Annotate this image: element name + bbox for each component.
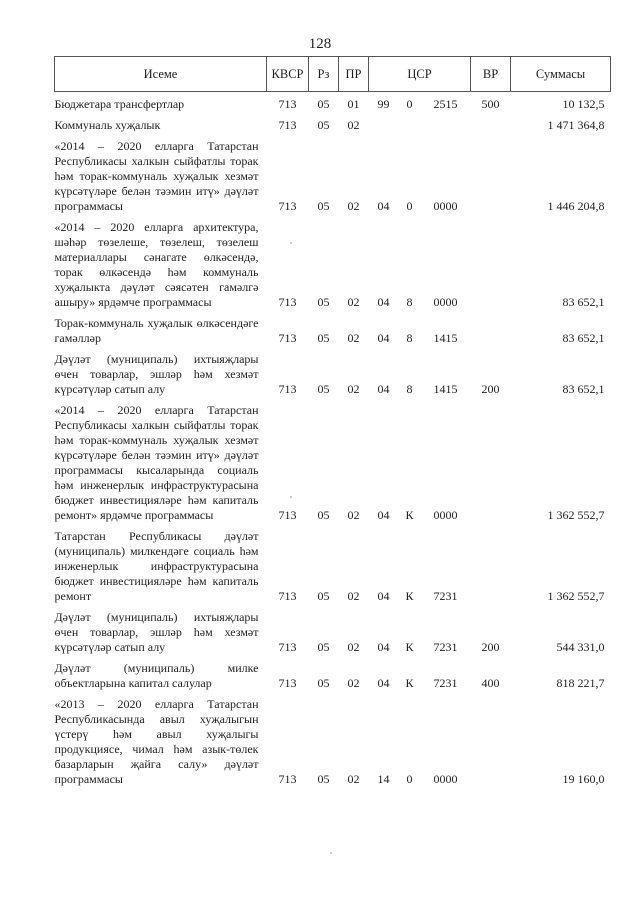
row-csr-program: 99: [377, 97, 390, 111]
header-pr: ПР: [339, 57, 369, 92]
row-pr: 02: [347, 508, 360, 522]
row-rz: 05: [317, 676, 330, 690]
row-vr: 400: [481, 676, 500, 690]
row-vr: [471, 134, 511, 215]
scan-speck: [290, 496, 292, 498]
row-pr: 02: [347, 331, 360, 345]
row-csr-subprogram: 8: [406, 295, 413, 309]
row-sum: 19 160,0: [562, 772, 605, 786]
row-vr: 200: [481, 382, 500, 396]
row-kvsr: 713: [278, 295, 297, 309]
row-kvsr: 713: [278, 676, 297, 690]
row-csr-subprogram: 0: [406, 772, 413, 786]
row-name: Коммуналь хуҗалык: [54, 118, 161, 132]
row-sum: 1 471 364,8: [547, 118, 605, 132]
row-sum: 818 221,7: [556, 676, 605, 690]
row-csr-subprogram: 8: [406, 382, 413, 396]
row-pr: 01: [347, 97, 360, 111]
row-csr-direction: 0000: [433, 772, 458, 786]
scan-speck: [330, 852, 332, 854]
scan-speck: [290, 242, 292, 244]
header-vr: ВР: [471, 57, 511, 92]
row-csr-program: 04: [377, 640, 390, 654]
header-rz: Рз: [309, 57, 339, 92]
budget-table: [54, 56, 611, 788]
row-name: «2014 – 2020 елларга Татарстан Республикасы халкын сыйфатлы торак һәм торак-коммуналь хуҗалык хезмәт күрсәтүләре белән тәэмин итү» дәүләт программасы кысаларында социаль һәм инженерлык инфраструктурасына бюджет инвестицияләре һәм капиталь ремонт» ярдәмче программасы: [54, 403, 259, 522]
row-csr-subprogram: [399, 113, 421, 134]
row-csr-direction: 0000: [433, 199, 458, 213]
page-number: 128: [308, 36, 332, 52]
row-vr: [471, 398, 511, 524]
row-rz: 05: [317, 382, 330, 396]
row-name: Бюджетара трансфертлар: [54, 97, 185, 111]
row-name: «2014 – 2020 елларга Татарстан Республикасы халкын сыйфатлы торак һәм торак-коммуналь хуҗалык хезмәт күрсәтүләре белән тәэмин итү» дәүләт программасы: [54, 139, 259, 213]
row-csr-direction: 2515: [433, 97, 458, 111]
row-csr-program: 04: [377, 199, 390, 213]
header-kvsr: КВСР: [267, 57, 309, 92]
table-row: [55, 134, 611, 215]
table-row: [55, 398, 611, 524]
row-vr: [471, 311, 511, 347]
row-sum: 83 652,1: [562, 331, 605, 345]
row-name: Дәүләт (муниципаль) милке объектларына капитал салулар: [54, 661, 259, 690]
row-kvsr: 713: [278, 382, 297, 396]
row-csr-direction: [421, 113, 471, 134]
table-row: [55, 113, 611, 134]
row-csr-direction: 1415: [433, 331, 458, 345]
row-vr: 500: [481, 97, 500, 111]
row-rz: 05: [317, 118, 330, 132]
row-csr-direction: 7231: [433, 589, 458, 603]
table-row: [55, 347, 611, 398]
table-row: [55, 524, 611, 605]
row-sum: 1 362 552,7: [547, 589, 605, 603]
row-sum: 83 652,1: [562, 295, 605, 309]
table-row: [55, 311, 611, 347]
row-csr-program: 14: [377, 772, 390, 786]
row-rz: 05: [317, 640, 330, 654]
row-vr: [471, 524, 511, 605]
row-kvsr: 713: [278, 589, 297, 603]
row-rz: 05: [317, 295, 330, 309]
row-pr: 02: [347, 589, 360, 603]
row-sum: 10 132,5: [562, 97, 605, 111]
row-name: Торак-коммуналь хуҗалык өлкәсендәге гамәлләр: [54, 316, 259, 345]
row-csr-direction: 1415: [433, 382, 458, 396]
row-sum: 1 362 552,7: [547, 508, 605, 522]
row-pr: 02: [347, 640, 360, 654]
row-pr: 02: [347, 118, 360, 132]
row-csr-direction: 7231: [433, 676, 458, 690]
row-vr: 200: [481, 640, 500, 654]
row-csr-subprogram: 0: [406, 199, 413, 213]
row-rz: 05: [317, 589, 330, 603]
row-pr: 02: [347, 295, 360, 309]
row-csr-program: 04: [377, 382, 390, 396]
table-header-row: [55, 57, 611, 92]
row-rz: 05: [317, 331, 330, 345]
table-row: [55, 605, 611, 656]
row-kvsr: 713: [278, 772, 297, 786]
row-rz: 05: [317, 508, 330, 522]
table-row: [55, 92, 611, 114]
row-csr-subprogram: К: [405, 589, 414, 603]
row-vr: [471, 215, 511, 311]
row-rz: 05: [317, 97, 330, 111]
row-rz: 05: [317, 772, 330, 786]
row-sum: 1 446 204,8: [547, 199, 605, 213]
row-name: Дәүләт (муниципаль) ихтыяҗлары өчен товарлар, эшләр һәм хезмәт күрсәтүләр сатып алу: [54, 610, 259, 654]
row-csr-subprogram: К: [405, 676, 414, 690]
row-name: «2014 – 2020 елларга архитектура, шәһәр төзелеше, төзелеш, төзелеш материаллары сәнагате өлкәсендә, торак өлкәсендә һәм коммуналь хуҗалыкта дәүләт сәясәтен гамәлгә ашыру» ярдәмче программасы: [54, 220, 259, 309]
row-csr-direction: 0000: [433, 508, 458, 522]
row-name: «2013 – 2020 елларга Татарстан Республикасында авыл хуҗалыгын үстерү һәм авыл хуҗалыгы продукциясе, чимал һәм азык-төлек базарларын җайга салу» дәүләт программасы: [54, 697, 259, 786]
row-pr: 02: [347, 382, 360, 396]
header-csr: ЦСР: [369, 57, 471, 92]
row-pr: 02: [347, 676, 360, 690]
header-sum: Суммасы: [511, 57, 611, 92]
row-vr: [471, 692, 511, 788]
row-pr: 02: [347, 199, 360, 213]
row-vr: [471, 113, 511, 134]
row-csr-program: 04: [377, 676, 390, 690]
table-row: [55, 692, 611, 788]
row-csr-direction: 0000: [433, 295, 458, 309]
row-kvsr: 713: [278, 97, 297, 111]
row-sum: 83 652,1: [562, 382, 605, 396]
row-rz: 05: [317, 199, 330, 213]
row-csr-subprogram: К: [405, 640, 414, 654]
row-csr-program: [369, 113, 399, 134]
row-name: Татарстан Республикасы дәүләт (муниципаль) милкендәге социаль һәм инженерлык инфраструктурасына бюджет инвестицияләре һәм капиталь ремонт: [54, 529, 259, 603]
row-kvsr: 713: [278, 199, 297, 213]
row-kvsr: 713: [278, 640, 297, 654]
row-csr-subprogram: К: [405, 508, 414, 522]
row-csr-program: 04: [377, 295, 390, 309]
row-csr-subprogram: 0: [406, 97, 413, 111]
row-kvsr: 713: [278, 118, 297, 132]
table-row: [55, 656, 611, 692]
row-sum: 544 331,0: [556, 640, 605, 654]
header-name: Исеме: [55, 57, 267, 92]
row-csr-program: 04: [377, 508, 390, 522]
table-row: [55, 215, 611, 311]
row-csr-program: 04: [377, 589, 390, 603]
row-csr-subprogram: 8: [406, 331, 413, 345]
row-kvsr: 713: [278, 331, 297, 345]
row-pr: 02: [347, 772, 360, 786]
row-csr-direction: 7231: [433, 640, 458, 654]
row-kvsr: 713: [278, 508, 297, 522]
row-name: Дәүләт (муниципаль) ихтыяҗлары өчен товарлар, эшләр һәм хезмәт күрсәтүләр сатып алу: [54, 352, 259, 396]
row-csr-program: 04: [377, 331, 390, 345]
